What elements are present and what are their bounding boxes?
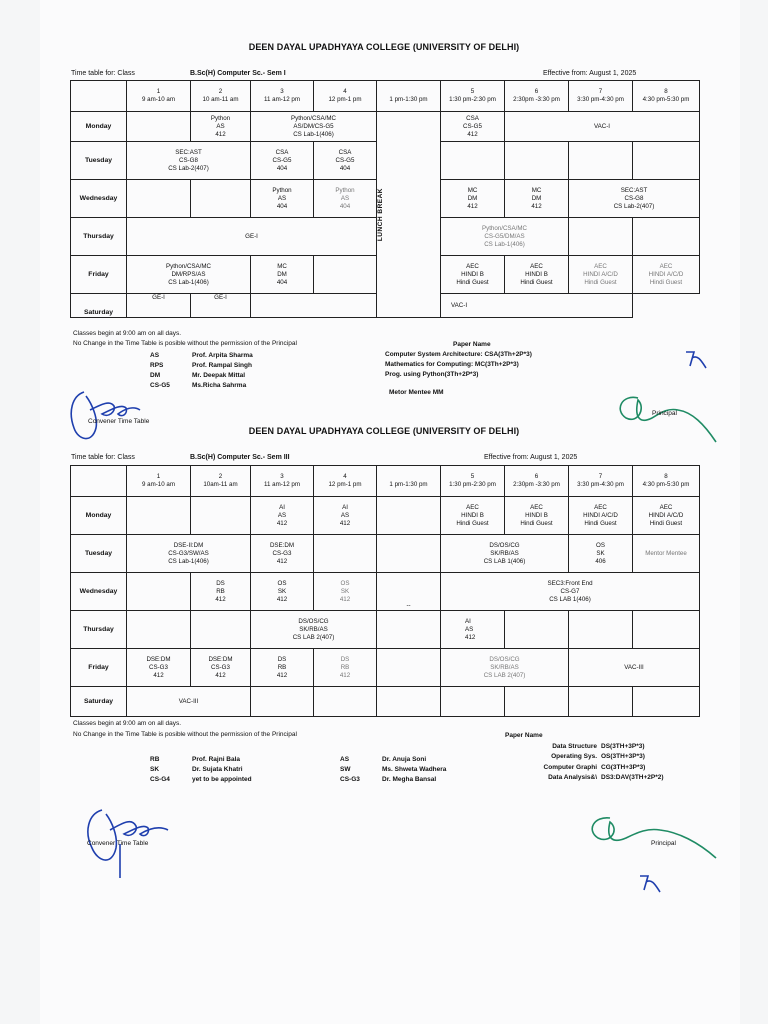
slot-cell: DS/OS/CG SK/RB/AS CS LAB 1(406) [441,535,569,573]
paper-entry: Data Structure DS(3TH+3P*3) [552,742,645,750]
slot-cell: DS/OS/CG SK/RB/AS CS LAB 2(407) [251,611,377,649]
teacher-entry: SW Ms. Shweta Wadhera [340,766,447,773]
slot-cell: AEC HINDI A/C/D Hindi Guest [633,497,700,535]
slot-cell: MC DM 404 [251,256,314,294]
slot-cell [633,687,700,717]
slot-cell: GE-I [127,294,191,318]
slot-cell: AI AS 412 [314,497,377,535]
slot-cell: VAC-I [505,112,700,142]
slot-cell [505,611,569,649]
slot-cell: SEC3:Front End CS-G7 CS LAB 1(406) [441,573,700,611]
slot-cell: AEC HINDI B Hindi Guest [441,256,505,294]
row-thursday [71,611,700,649]
slot-cell: Python/CSA/MC CS-G5/DM/AS CS Lab-1(406) [441,218,569,256]
period-header: 1 pm-1:30 pm [377,466,441,497]
period-header: 5 1:30 pm-2:30 pm [441,81,505,112]
college-title-sem1: DEEN DAYAL UPADHYAYA COLLEGE (UNIVERSITY OF DELHI) [248,42,520,52]
period-header: 3 11 am-12 pm [251,466,314,497]
slot-cell: DSE:DM CS-G3 412 [251,535,314,573]
note-classes-begin: Classes begin at 9:00 am on all days. [73,720,182,727]
slot-cell: Python AS 404 [251,180,314,218]
paper-entry: Computer System Architecture: CSA(3Th+2P*3) [385,351,532,358]
slot-cell [251,687,314,717]
teacher-entry: SK Dr. Sujata Khatri [150,766,243,773]
day-label: Friday [71,649,127,687]
teacher-entry: CS-G3 Dr. Megha Bansal [340,776,437,783]
slot-cell: DS/OS/CG SK/RB/AS CS LAB 2(407) [441,649,569,687]
slot-cell [191,611,251,649]
paper-name-label: Paper Name [453,341,491,348]
slot-cell: SEC:AST CS-G8 CS Lab-2(407) [127,142,251,180]
teacher-entry: DM Mr. Deepak Mittal [150,372,246,379]
day-label: Monday [71,112,127,142]
slot-cell: Python AS 404 [314,180,377,218]
slot-cell: AEC HINDI B Hindi Guest [505,256,569,294]
slot-cell [633,218,700,256]
slot-cell [505,687,569,717]
day-label: Tuesday [71,535,127,573]
period-header: 2 10am-11 am [191,466,251,497]
slot-cell [569,218,633,256]
day-label: Thursday [71,218,127,256]
slot-cell: VAC-III [569,649,700,687]
period-header: 1 pm-1:30 pm [377,81,441,112]
slot-cell: AEC HINDI B Hindi Guest [505,497,569,535]
paper-entry: Operating Sys. OS(3TH+3P*3) [551,753,645,760]
slot-cell [127,180,191,218]
period-header: 8 4:30 pm-5:30 pm [633,81,700,112]
slot-cell [314,535,377,573]
principal-signature-sem3 [582,800,722,866]
header-row [71,466,700,497]
slot-cell: Python/CSA/MC AS/DM/CS-G5 CS Lab-1(406) [251,112,377,142]
slot-cell: MC DM 412 [441,180,505,218]
mentor-label: Metor Mentee MM [389,389,444,396]
initial-mark-icon [682,348,708,370]
slot-cell [569,687,633,717]
lunch-cell [377,687,441,717]
timetable-for-label: Time table for: Class [71,454,135,461]
lunch-break-label: LUNCH BREAK [377,187,384,242]
slot-cell: DS RB 412 [251,649,314,687]
day-label: Saturday [71,687,127,717]
slot-cell: VAC-III [127,687,251,717]
paper-legend-sem3 [505,731,664,784]
college-title-sem3: DEEN DAYAL UPADHYAYA COLLEGE (UNIVERSITY OF DELHI) [248,426,520,436]
slot-cell: MC DM 412 [505,180,569,218]
slot-cell [441,142,505,180]
slot-cell [569,611,633,649]
period-header: 8 4:30 pm-5:30 pm [633,466,700,497]
initial-mark-icon [636,872,662,894]
slot-cell: OS SK 412 [314,573,377,611]
teacher-legend-sem3-left [150,755,252,785]
slot-cell: DS RB 412 [314,649,377,687]
row-tuesday [71,535,700,573]
slot-cell: CSA CS-G5 404 [251,142,314,180]
slot-cell [633,142,700,180]
period-header: 3 11 am-12 pm [251,81,314,112]
paper-entry: Mathematics for Computing: MC(3Th+2P*3) [385,361,519,368]
period-header: 4 12 pm-1 pm [314,81,377,112]
slot-cell [191,497,251,535]
paper-entry: Computer Graphi CG(3TH+3P*3) [543,763,646,771]
slot-cell: CSA CS-G5 404 [314,142,377,180]
note-no-change: No Change in the Time Table is posible without the permission of the Principal [73,731,297,738]
slot-cell [633,611,700,649]
slot-cell: AEC HINDI B Hindi Guest [441,497,505,535]
slot-cell [569,142,633,180]
teacher-entry: AS Dr. Anuja Soni [340,756,427,763]
slot-cell [505,142,569,180]
day-label: Tuesday [71,142,127,180]
slot-cell: CSA CS-G5 412 [441,112,505,142]
convener-label-sem3: Convener Time Table [87,840,149,847]
teacher-entry: RB Prof. Rajni Bala [150,756,241,763]
lunch-break-cell [377,112,441,318]
timetable-for-label: Time table for: Class [71,70,135,77]
teacher-entry: CS-G5 Ms.Richa Sahrma [150,382,247,389]
period-header: 7 3:30 pm-4:30 pm [569,466,633,497]
principal-label-sem1: Principal [652,410,677,417]
slot-cell [314,687,377,717]
lunch-cell [377,497,441,535]
slot-cell: GE-I [127,218,377,256]
slot-cell: AI AS 412 [251,497,314,535]
row-saturday [71,687,700,717]
paper-legend-sem1 [385,340,532,398]
slot-cell: VAC-I [251,294,633,318]
note-classes-begin: Classes begin at 9:00 am on all days. [73,330,182,337]
slot-cell [127,573,191,611]
slot-cell [127,611,191,649]
effective-date-sem3: Effective from: August 1, 2025 [484,454,578,461]
note-no-change: No Change in the Time Table is posible without the permission of the Principal [73,340,297,347]
principal-label-sem3: Principal [651,840,676,847]
period-header: 5 1:30 pm-2:30 pm [441,466,505,497]
slot-cell: OS SK 412 [251,573,314,611]
teacher-entry: AS Prof. Arpita Sharma [150,352,253,359]
effective-date-sem1: Effective from: August 1, 2025 [543,70,637,77]
slot-cell: SEC:AST CS-G8 CS Lab-2(407) [569,180,700,218]
timetable-sem3 [70,465,700,717]
header-row [71,81,700,112]
period-header: 2 10 am-11 am [191,81,251,112]
slot-cell [127,112,191,142]
teacher-legend-sem3-mid [340,755,446,785]
period-header: 6 2:30pm -3:30 pm [505,466,569,497]
convener-label-sem1: Convener Time Table [88,418,150,425]
teacher-legend-sem1 [150,351,253,391]
slot-cell: Mentor Mentee [633,535,700,573]
paper-name-label: Paper Name [505,732,543,739]
lunch-cell [377,649,441,687]
slot-cell: AEC HINDI A/C/D Hindi Guest [569,256,633,294]
slot-cell: Python/CSA/MC DM/RPS/AS CS Lab-1(406) [127,256,251,294]
lunch-cell [377,611,441,649]
class-name-sem3: B.Sc(H) Computer Sc.- Sem III [190,454,290,461]
lunch-cell: -- [377,573,441,611]
day-label: Saturday [71,294,127,318]
slot-cell: OS SK 406 [569,535,633,573]
slot-cell: DSE:DM CS-G3 412 [127,649,191,687]
day-label: Monday [71,497,127,535]
day-label: Wednesday [71,573,127,611]
period-header: 4 12 pm-1 pm [314,466,377,497]
row-friday [71,649,700,687]
slot-cell [314,256,377,294]
slot-cell: Python AS 412 [191,112,251,142]
row-wednesday [71,573,700,611]
slot-cell: AEC HINDI A/C/D Hindi Guest [569,497,633,535]
row-monday [71,497,700,535]
period-header: 1 9 am-10 am [127,81,191,112]
timetable-sem1 [70,80,700,318]
lunch-cell [377,535,441,573]
corner-cell [71,81,127,112]
teacher-entry: RPS Prof. Rampal Singh [150,362,252,369]
paper-entry: Data Analysis&\ DS3:DAV(3TH+2P*2) [548,774,664,781]
slot-cell [127,497,191,535]
slot-cell [441,687,505,717]
teacher-entry: CS-G4 yet to be appointed [150,776,252,783]
slot-cell: AI AS 412 [441,611,505,649]
slot-cell: DSE-II:DM CS-G3/SW/AS CS Lab-1(406) [127,535,251,573]
slot-cell [191,180,251,218]
slot-cell: DSE:DM CS-G3 412 [191,649,251,687]
slot-cell: DS RB 412 [191,573,251,611]
period-header: 7 3:30 pm-4:30 pm [569,81,633,112]
convener-signature-sem1 [62,384,152,450]
period-header: 6 2:30pm -3:30 pm [505,81,569,112]
paper-entry: Prog. using Python(3Th+2P*3) [385,371,479,378]
slot-cell: GE-I [191,294,251,318]
day-label: Wednesday [71,180,127,218]
row-saturday [71,294,700,318]
class-name-sem1: B.Sc(H) Computer Sc.- Sem I [190,70,286,77]
corner-cell [71,466,127,497]
slot-cell: AEC HINDI A/C/D Hindi Guest [633,256,700,294]
row-monday [71,112,700,142]
day-label: Friday [71,256,127,294]
period-header: 1 9 am-10 am [127,466,191,497]
day-label: Thursday [71,611,127,649]
